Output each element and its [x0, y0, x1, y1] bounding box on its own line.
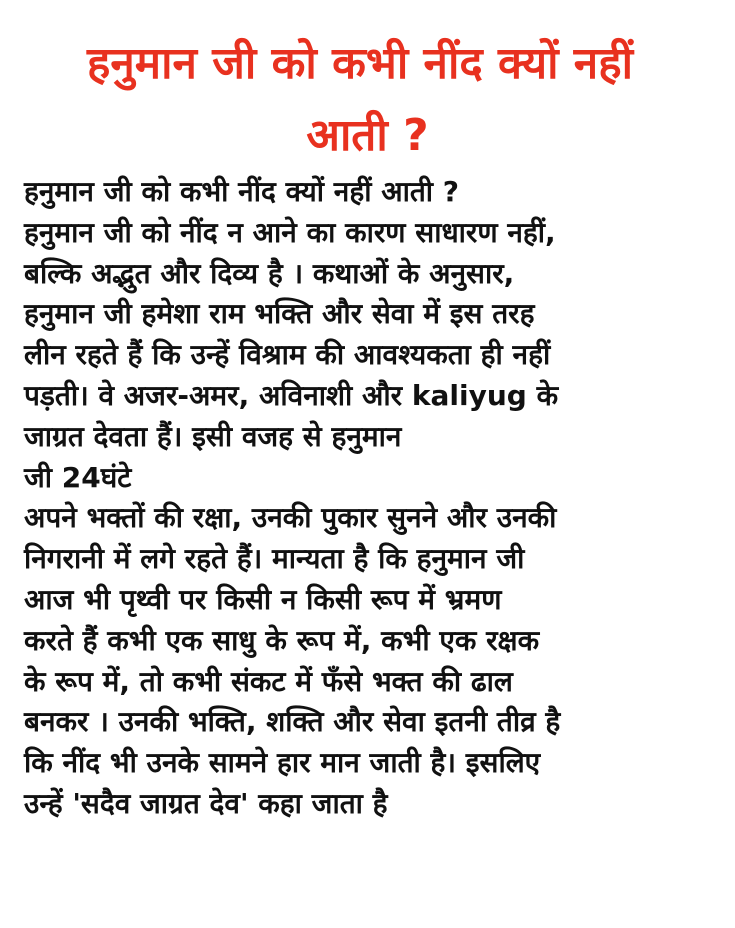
- body-line: उन्हें 'सदैव जाग्रत देव' कहा जाता है: [24, 786, 388, 820]
- body-line: बनकर । उनकी भक्ति, शक्ति और सेवा इतनी तीव्र है: [24, 705, 561, 739]
- body-line: बल्कि अद्भुत और दिव्य है । कथाओं के अनुसार,: [24, 256, 515, 290]
- page-title: [0, 28, 735, 172]
- body-line: के रूप में, तो कभी संकट में फँसे भक्त की ढाल: [24, 664, 513, 698]
- body-line: निगरानी में लगे रहते हैं। मान्यता है कि हनुमान जी: [24, 542, 525, 576]
- body-line: अपने भक्तों की रक्षा, उनकी पुकार सुनने और उनकी: [24, 501, 557, 535]
- body-line: पड़ती। वे अजर-अमर, अविनाशी और kaliyug के: [24, 378, 559, 412]
- body-line: हनुमान जी हमेशा राम भक्ति और सेवा में इस तरह: [24, 297, 535, 331]
- article-body: [24, 172, 724, 825]
- title-line-1: हनुमान जी को कभी नींद क्यों नहीं: [87, 38, 633, 89]
- body-line: कि नींद भी उनके सामने हार मान जाती है। इसलिए: [24, 746, 541, 780]
- body-line: करते हैं कभी एक साधु के रूप में, कभी एक रक्षक: [24, 623, 540, 657]
- body-line: हनुमान जी को नींद न आने का कारण साधारण नहीं,: [24, 215, 556, 249]
- body-line: लीन रहते हैं कि उन्हें विश्राम की आवश्यकता ही नहीं: [24, 338, 551, 372]
- body-line: जी 24घंटे: [24, 460, 132, 494]
- title-line-2: आती ?: [306, 110, 429, 161]
- body-line: हनुमान जी को कभी नींद क्यों नहीं आती ?: [24, 175, 460, 208]
- body-line: जाग्रत देवता हैं। इसी वजह से हनुमान: [24, 419, 402, 453]
- body-line: आज भी पृथ्वी पर किसी न किसी रूप में भ्रमण: [24, 582, 502, 616]
